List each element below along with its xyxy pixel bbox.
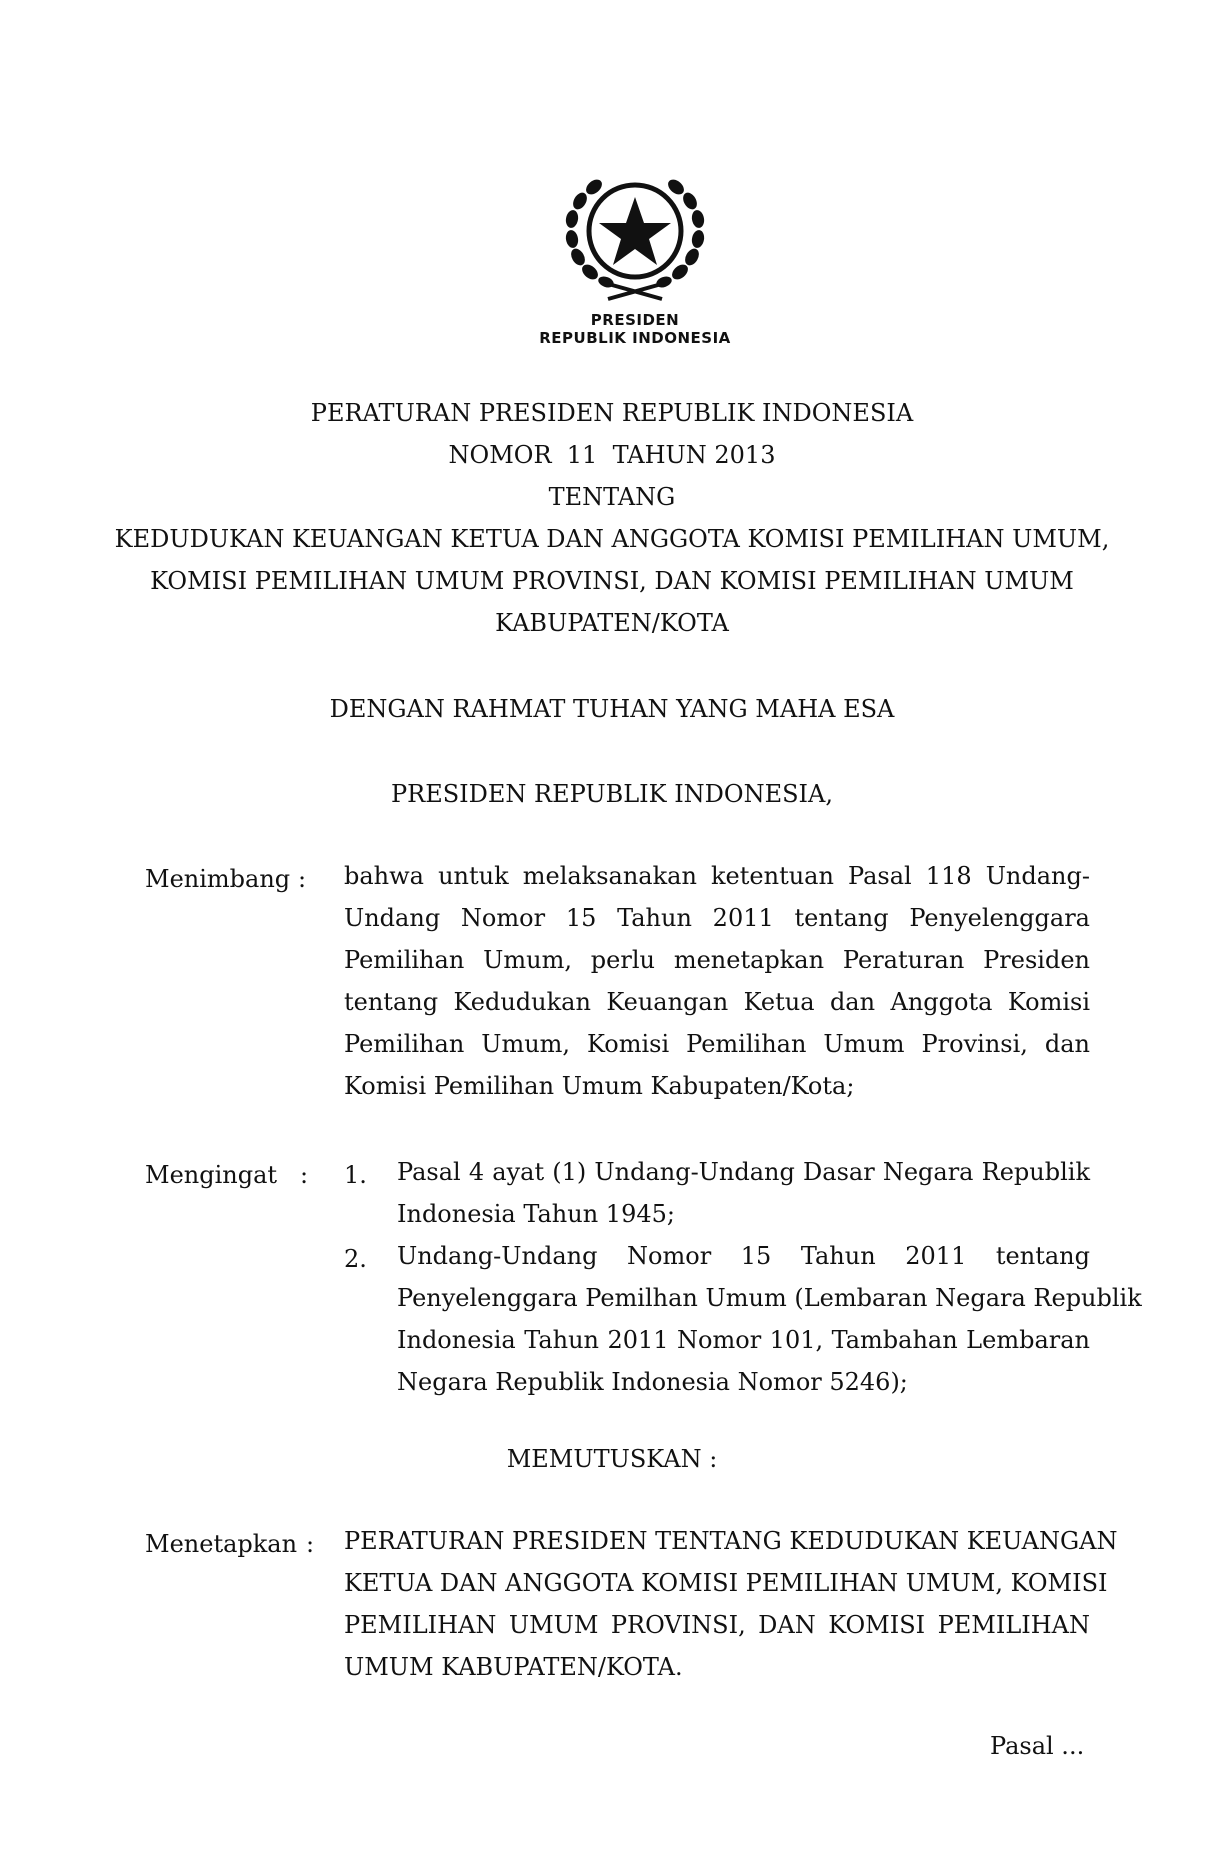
menetapkan-label: Menetapkan: [145, 1530, 298, 1558]
text-line: Pasal 4 ayat (1) Undang-Undang Dasar Negara Republik: [397, 1158, 1090, 1186]
emblem-line-presiden: PRESIDEN: [590, 311, 680, 329]
text-line: Indonesia Tahun 1945;: [397, 1200, 675, 1228]
list-number: 2.: [344, 1245, 367, 1273]
continuation-marker: Pasal ...: [990, 1732, 1085, 1760]
text-line: Negara Republik Indonesia Nomor 5246);: [397, 1368, 908, 1396]
text-line: Pemilihan Umum, Komisi Pemilihan Umum Provinsi, dan: [344, 1030, 1090, 1058]
text-line: PERATURAN PRESIDEN TENTANG KEDUDUKAN KEUANGAN: [344, 1527, 1118, 1555]
text-line: tentang Kedudukan Keuangan Ketua dan Anggota Komisi: [344, 988, 1090, 1016]
subject-line: KOMISI PEMILIHAN UMUM PROVINSI, DAN KOMISI PEMILIHAN UMUM: [150, 567, 1074, 595]
document-title: PERATURAN PRESIDEN REPUBLIK INDONESIA: [310, 399, 914, 427]
subject-line: KEDUDUKAN KEUANGAN KETUA DAN ANGGOTA KOMISI PEMILIHAN UMUM,: [114, 525, 1110, 553]
menimbang-label: Menimbang: [145, 865, 291, 893]
presidential-emblem: [500, 125, 770, 370]
garuda-star-icon: [550, 157, 720, 307]
menimbang-text: [344, 855, 1090, 1107]
mengingat-item-1: [397, 1151, 1090, 1235]
invocation: DENGAN RAHMAT TUHAN YANG MAHA ESA: [329, 695, 895, 723]
text-line: bahwa untuk melaksanakan ketentuan Pasal 118 Undang-: [344, 862, 1090, 890]
text-line: Komisi Pemilihan Umum Kabupaten/Kota;: [344, 1072, 855, 1100]
text-line: Pemilihan Umum, perlu menetapkan Peraturan Presiden: [344, 946, 1090, 974]
document-number: NOMOR 11 TAHUN 2013: [448, 441, 776, 469]
text-line: UMUM KABUPATEN/KOTA.: [344, 1653, 683, 1681]
emblem-line-republik-indonesia: REPUBLIK INDONESIA: [539, 329, 731, 347]
document-about: TENTANG: [548, 483, 676, 511]
menimbang-colon: :: [298, 865, 307, 893]
issuer: PRESIDEN REPUBLIK INDONESIA,: [390, 780, 833, 808]
text-line: Penyelenggara Pemilhan Umum (Lembaran Negara Republik: [397, 1284, 1142, 1312]
memutuskan-heading: MEMUTUSKAN :: [506, 1445, 718, 1473]
text-line: KETUA DAN ANGGOTA KOMISI PEMILIHAN UMUM, KOMISI: [344, 1569, 1108, 1597]
mengingat-label: Mengingat: [145, 1161, 278, 1189]
subject-line: KABUPATEN/KOTA: [495, 609, 729, 637]
list-number: 1.: [344, 1161, 367, 1189]
mengingat-item-2: [397, 1235, 1142, 1403]
text-line: Undang-Undang Nomor 15 Tahun 2011 tentang: [397, 1242, 1090, 1270]
menetapkan-text: [344, 1520, 1118, 1688]
text-line: Undang Nomor 15 Tahun 2011 tentang Penyelenggara: [344, 904, 1090, 932]
text-line: PEMILIHAN UMUM PROVINSI, DAN KOMISI PEMILIHAN: [344, 1611, 1090, 1639]
menetapkan-colon: :: [306, 1530, 315, 1558]
text-line: Indonesia Tahun 2011 Nomor 101, Tambahan Lembaran: [397, 1326, 1090, 1354]
mengingat-colon: :: [300, 1161, 309, 1189]
